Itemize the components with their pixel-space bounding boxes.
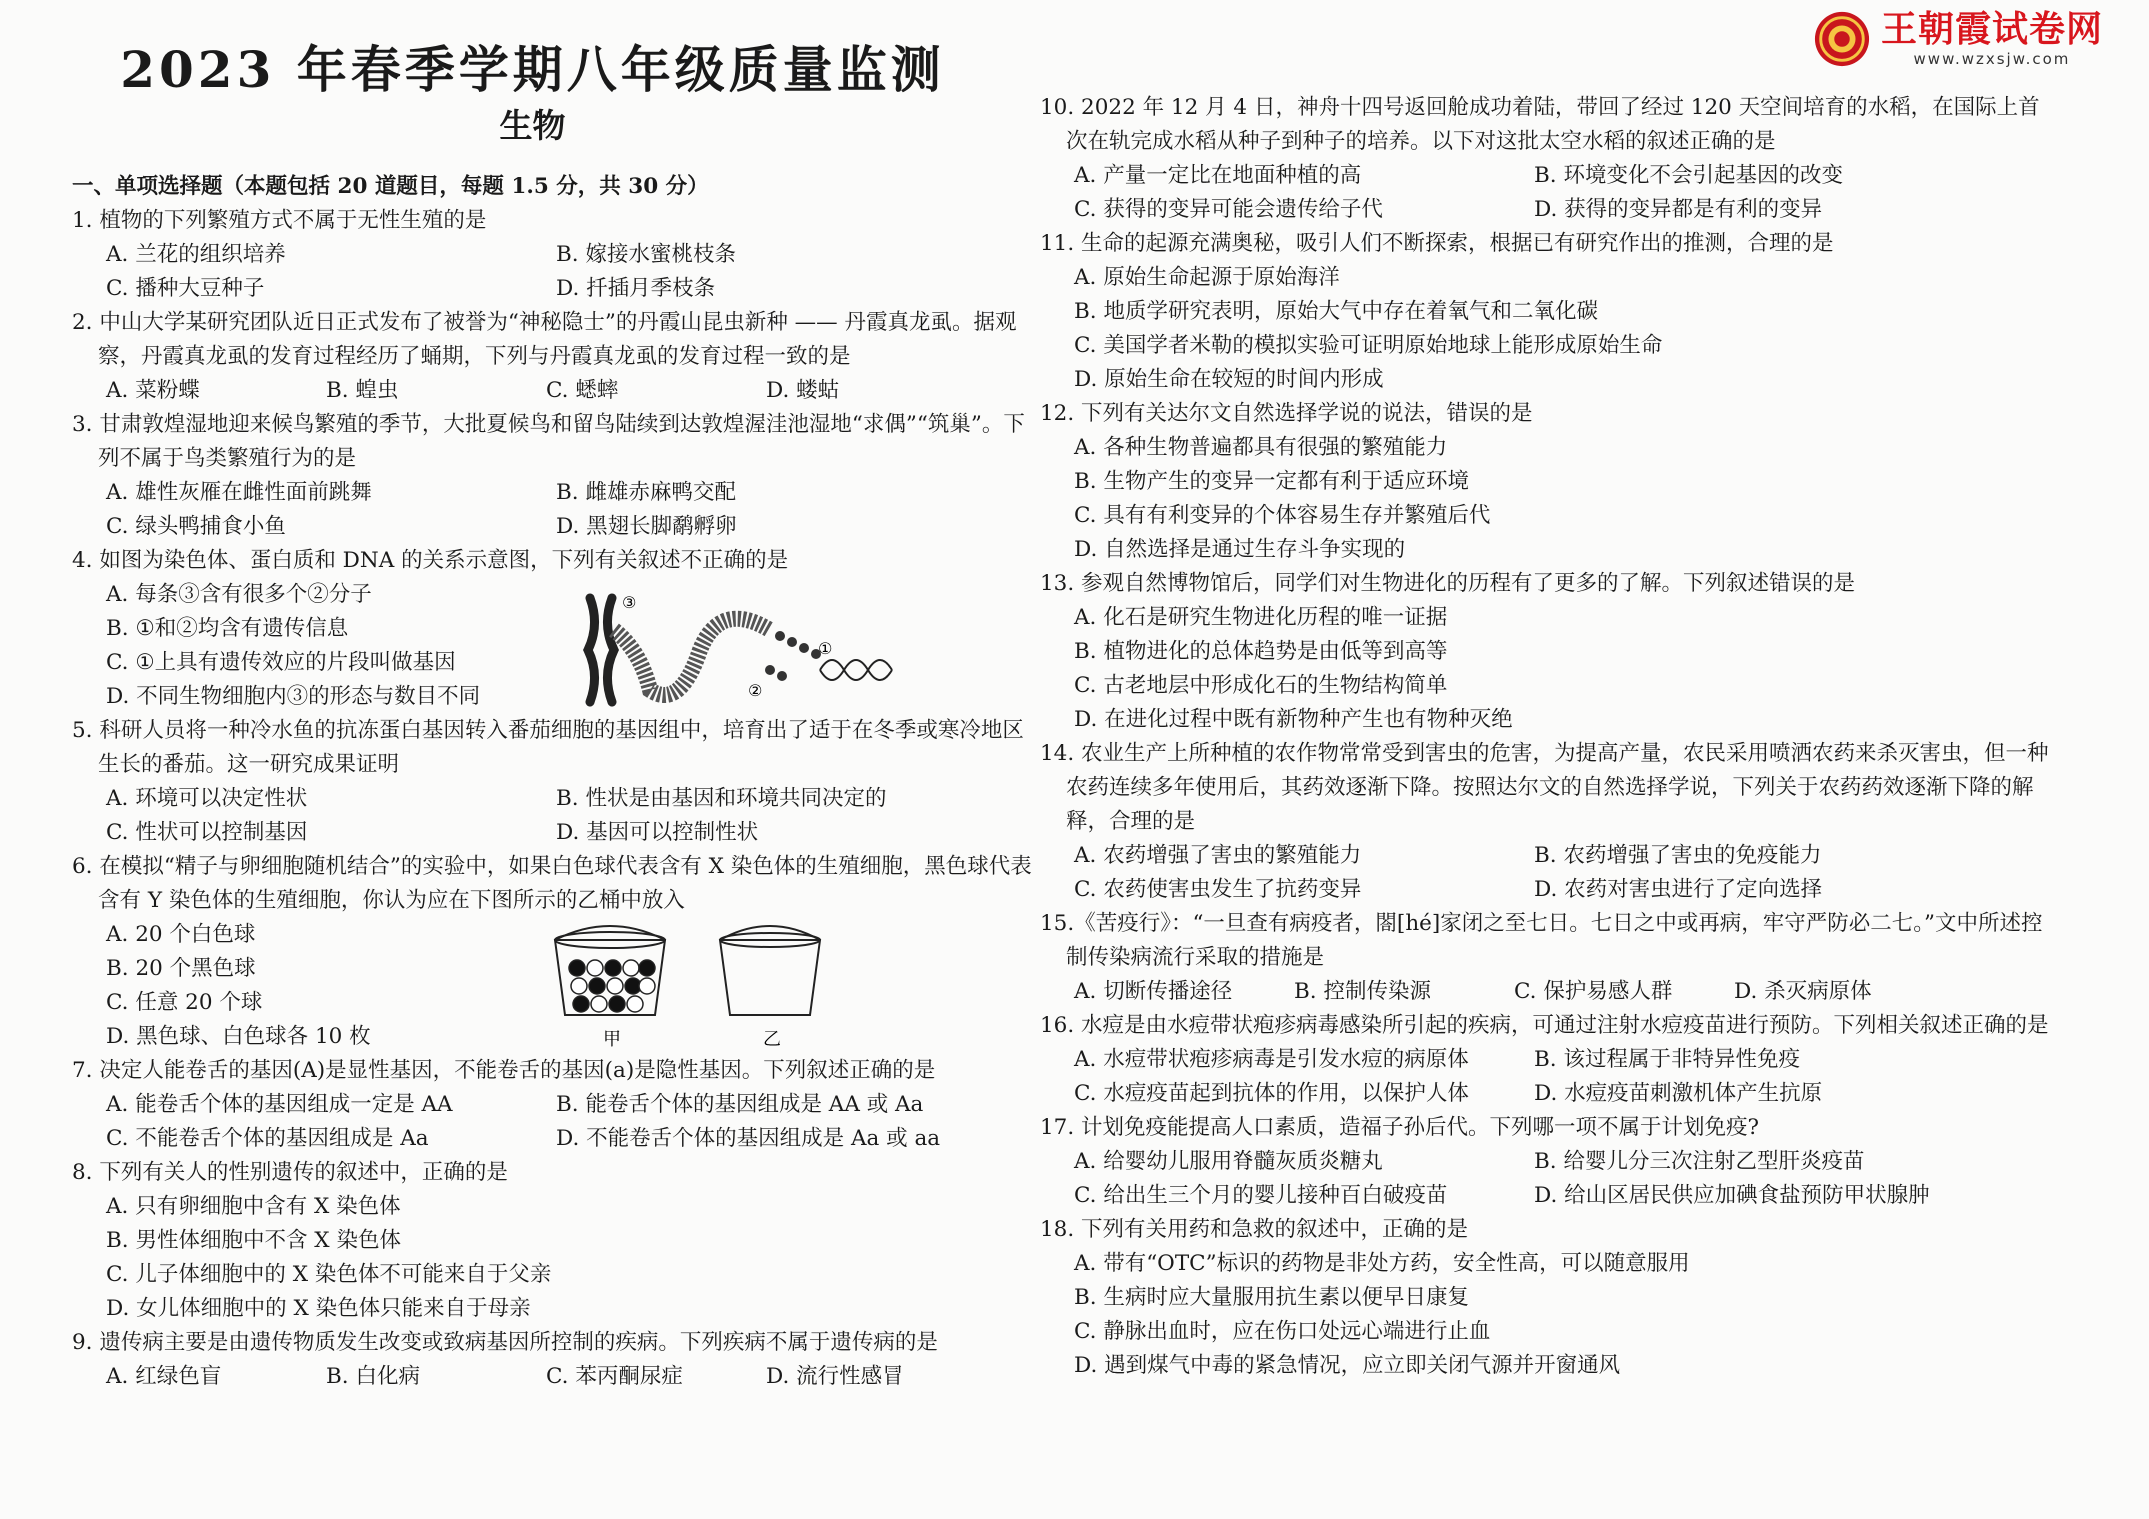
option-a[interactable]: A. 只有卵细胞中含有 X 染色体 [106,1194,401,1219]
option-b[interactable]: B. 蝗虫 [326,378,399,403]
option-d[interactable]: D. 蝼蛄 [766,378,840,403]
question-1 [72,204,1032,306]
option-a[interactable]: A. 每条③含有很多个②分子 [106,582,372,607]
question-2 [72,306,1032,408]
option-a[interactable]: A. 带有“OTC”标识的药物是非处方药，安全性高，可以随意服用 [1074,1251,1690,1276]
option-d[interactable]: D. 给山区居民供应加碘食盐预防甲状腺肿 [1534,1183,1930,1208]
option-d[interactable]: D. 不能卷舌个体的基因组成是 Aa 或 aa [556,1126,941,1151]
question-stem: 12. 下列有关达尔文自然选择学说的说法，错误的是 [1040,401,1533,426]
question-8 [72,1156,1032,1326]
option-c[interactable]: C. 农药使害虫发生了抗药变异 [1074,877,1362,902]
option-b[interactable]: B. 雌雄赤麻鸭交配 [556,480,736,505]
chromosome-dna-figure [570,590,900,710]
question-5 [72,714,1032,850]
figure-label-1: ① [818,639,833,658]
option-b[interactable]: B. 控制传染源 [1294,979,1431,1004]
option-d[interactable]: D. 女儿体细胞中的 X 染色体只能来自于母亲 [106,1296,531,1321]
question-stem: 2. 中山大学某研究团队近日正式发布了被誉为“神秘隐士”的丹霞山昆虫新种 —— 丹霞真龙虱。据观察，丹霞真龙虱的发育过程经历了蛹期，下列与丹霞真龙虱的发育过程一致的是 [72,310,1017,369]
option-b[interactable]: B. 环境变化不会引起基因的改变 [1534,163,1843,188]
option-b[interactable]: B. 植物进化的总体趋势是由低等到高等 [1074,639,1448,664]
option-b[interactable]: B. 生病时应大量服用抗生素以便早日康复 [1074,1285,1469,1310]
option-c[interactable]: C. 给出生三个月的婴儿接种百白破疫苗 [1074,1183,1448,1208]
question-9 [72,1326,1032,1394]
option-a[interactable]: A. 给婴幼儿服用脊髓灰质炎糖丸 [1074,1149,1383,1174]
option-c[interactable]: C. 儿子体细胞中的 X 染色体不可能来自于父亲 [106,1262,552,1287]
option-d[interactable]: D. 流行性感冒 [766,1364,904,1389]
option-b[interactable]: B. 男性体细胞中不含 X 染色体 [106,1228,401,1253]
question-stem: 1. 植物的下列繁殖方式不属于无性生殖的是 [72,208,487,233]
option-c[interactable]: C. 保护易感人群 [1514,979,1673,1004]
option-b[interactable]: B. 地质学研究表明，原始大气中存在着氧气和二氧化碳 [1074,299,1598,324]
question-stem: 11. 生命的起源充满奥秘，吸引人们不断探索，根据已有研究作出的推测，合理的是 [1040,231,1834,256]
option-a[interactable]: A. 红绿色盲 [106,1364,222,1389]
question-10 [1040,91,2060,227]
option-c[interactable]: C. 古老地层中形成化石的生物结构简单 [1074,673,1448,698]
option-d[interactable]: D. 黑色球、白色球各 10 枚 [106,1024,371,1049]
question-stem: 16. 水痘是由水痘带状疱疹病毒感染所引起的疾病，可通过注射水痘疫苗进行预防。下列相关叙述正确的是 [1040,1013,2049,1038]
question-stem: 14. 农业生产上所种植的农作物常常受到害虫的危害，为提高产量，农民采用喷洒农药来杀灭害虫，但一种农药连续多年使用后，其药效逐渐下降。按照达尔文的自然选择学说，下列关于农药药效逐渐下降的解释，合理的是 [1040,741,2049,834]
option-c[interactable]: C. ①上具有遗传效应的片段叫做基因 [106,650,456,675]
question-stem: 10. 2022 年 12 月 4 日，神舟十四号返回舱成功着陆，带回了经过 120 天空间培育的水稻，在国际上首次在轨完成水稻从种子到种子的培养。以下对这批太空水稻的叙述正确的是 [1040,95,2040,154]
question-stem: 13. 参观自然博物馆后，同学们对生物进化的历程有了更多的了解。下列叙述错误的是 [1040,571,1856,596]
option-d[interactable]: D. 在进化过程中既有新物种产生也有物种灭绝 [1074,707,1513,732]
question-stem: 6. 在模拟“精子与卵细胞随机结合”的实验中，如果白色球代表含有 X 染色体的生殖细胞，黑色球代表含有 Y 染色体的生殖细胞，你认为应在下图所示的乙桶中放入 [72,854,1032,913]
option-a[interactable]: A. 环境可以决定性状 [106,786,308,811]
option-d[interactable]: D. 不同生物细胞内③的形态与数目不同 [106,684,481,709]
option-d[interactable]: D. 杀灭病原体 [1734,979,1872,1004]
logo-name: 王朝霞试卷网 [1880,9,2103,50]
option-b[interactable]: B. 生物产生的变异一定都有利于适应环境 [1074,469,1469,494]
buckets-figure [545,920,845,1050]
figure-label-3: ③ [622,593,637,612]
bucket-label-yi: 乙 [763,1029,781,1050]
logo-url: www.wzxsjw.com [1913,50,2071,68]
site-logo[interactable] [1813,10,2103,68]
question-stem: 9. 遗传病主要是由遗传物质发生改变或致病基因所控制的疾病。下列疾病不属于遗传病的是 [72,1330,938,1355]
option-a[interactable]: A. 雄性灰雁在雌性面前跳舞 [106,480,372,505]
page-title: 2023 年春季学期八年级质量监测 [120,40,945,99]
option-b[interactable]: B. 给婴儿分三次注射乙型肝炎疫苗 [1534,1149,1865,1174]
option-c[interactable]: C. 任意 20 个球 [106,990,263,1015]
option-a[interactable]: A. 20 个白色球 [106,922,256,947]
question-3 [72,408,1032,544]
option-a[interactable]: A. 产量一定比在地面种植的高 [1074,163,1362,188]
option-a[interactable]: A. 兰花的组织培养 [106,242,286,267]
option-b[interactable]: B. 能卷舌个体的基因组成是 AA 或 Aa [556,1092,924,1117]
question-14 [1040,737,2060,907]
question-17 [1040,1111,2060,1213]
question-stem: 8. 下列有关人的性别遗传的叙述中，正确的是 [72,1160,508,1185]
option-d[interactable]: D. 自然选择是通过生存斗争实现的 [1074,537,1406,562]
subject-title: 生物 [499,106,566,145]
option-a[interactable]: A. 农药增强了害虫的繁殖能力 [1074,843,1362,868]
option-c[interactable]: C. 水痘疫苗起到抗体的作用，以保护人体 [1074,1081,1469,1106]
option-d[interactable]: D. 原始生命在较短的时间内形成 [1074,367,1384,392]
option-a[interactable]: A. 各种生物普遍都具有很强的繁殖能力 [1074,435,1448,460]
question-7 [72,1054,1032,1156]
option-d[interactable]: D. 获得的变异都是有利的变异 [1534,197,1823,222]
option-b[interactable]: B. 20 个黑色球 [106,956,256,981]
option-d[interactable]: D. 遇到煤气中毒的紧急情况，应立即关闭气源并开窗通风 [1074,1353,1621,1378]
option-b[interactable]: B. 该过程属于非特异性免疫 [1534,1047,1800,1072]
option-a[interactable]: A. 水痘带状疱疹病毒是引发水痘的病原体 [1074,1047,1469,1072]
question-stem: 18. 下列有关用药和急救的叙述中，正确的是 [1040,1217,1469,1242]
seal-icon [1813,10,1871,68]
option-c[interactable]: C. 获得的变异可能会遗传给子代 [1074,197,1383,222]
question-15 [1040,907,2060,1009]
question-stem: 3. 甘肃敦煌湿地迎来候鸟繁殖的季节，大批夏候鸟和留鸟陆续到达敦煌渥洼池湿地“求偶”“筑巢”。下列不属于鸟类繁殖行为的是 [72,412,1025,471]
question-stem: 17. 计划免疫能提高人口素质，造福子孙后代。下列哪一项不属于计划免疫? [1040,1115,1760,1140]
question-stem: 5. 科研人员将一种冷水鱼的抗冻蛋白基因转入番茄细胞的基因组中，培育出了适于在冬季或寒冷地区生长的番茄。这一研究成果证明 [72,718,1024,777]
option-c[interactable]: C. 静脉出血时，应在伤口处远心端进行止血 [1074,1319,1491,1344]
option-d[interactable]: D. 黑翅长脚鹬孵卵 [556,514,737,539]
option-b[interactable]: B. 嫁接水蜜桃枝条 [556,242,736,267]
question-12 [1040,397,2060,567]
question-stem: 15.《苦疫行》：“一旦查有病疫者，閤[hé]家闭之至七日。七日之中或再病，牢守严防必二七。”文中所述控制传染病流行采取的措施是 [1040,911,2043,970]
option-a[interactable]: A. 切断传播途径 [1074,979,1233,1004]
option-d[interactable]: D. 基因可以控制性状 [556,820,759,845]
left-column [72,170,1032,1394]
option-c[interactable]: C. 不能卷舌个体的基因组成是 Aa [106,1126,429,1151]
question-13 [1040,567,2060,737]
question-stem: 4. 如图为染色体、蛋白质和 DNA 的关系示意图，下列有关叙述不正确的是 [72,548,789,573]
option-c[interactable]: C. 苯丙酮尿症 [546,1364,683,1389]
option-c[interactable]: C. 蟋蟀 [546,378,619,403]
option-a[interactable]: A. 菜粉蝶 [106,378,200,403]
option-a[interactable]: A. 能卷舌个体的基因组成一定是 AA [106,1092,453,1117]
option-b[interactable]: B. 农药增强了害虫的免疫能力 [1534,843,1822,868]
figure-label-2: ② [748,681,763,700]
right-column [1040,91,2060,1383]
option-d[interactable]: D. 农药对害虫进行了定向选择 [1534,877,1823,902]
question-stem: 7. 决定人能卷舌的基因(A)是显性基因，不能卷舌的基因(a)是隐性基因。下列叙述正确的是 [72,1058,936,1083]
option-c[interactable]: C. 美国学者米勒的模拟实验可证明原始地球上能形成原始生命 [1074,333,1663,358]
question-11 [1040,227,2060,397]
option-b[interactable]: B. 性状是由基因和环境共同决定的 [556,786,887,811]
option-c[interactable]: C. 绿头鸭捕食小鱼 [106,514,286,539]
section-heading: 一、单项选择题（本题包括 20 道题目，每题 1.5 分，共 30 分） [72,174,709,199]
question-16 [1040,1009,2060,1111]
bucket-label-jia: 甲 [603,1029,621,1050]
option-c[interactable]: C. 具有有利变异的个体容易生存并繁殖后代 [1074,503,1491,528]
option-c[interactable]: C. 性状可以控制基因 [106,820,308,845]
option-b[interactable]: B. ①和②均含有遗传信息 [106,616,349,641]
option-b[interactable]: B. 白化病 [326,1364,420,1389]
option-d[interactable]: D. 扦插月季枝条 [556,276,716,301]
option-d[interactable]: D. 水痘疫苗刺激机体产生抗原 [1534,1081,1823,1106]
option-c[interactable]: C. 播种大豆种子 [106,276,265,301]
option-a[interactable]: A. 原始生命起源于原始海洋 [1074,265,1340,290]
option-a[interactable]: A. 化石是研究生物进化历程的唯一证据 [1074,605,1448,630]
question-18 [1040,1213,2060,1383]
